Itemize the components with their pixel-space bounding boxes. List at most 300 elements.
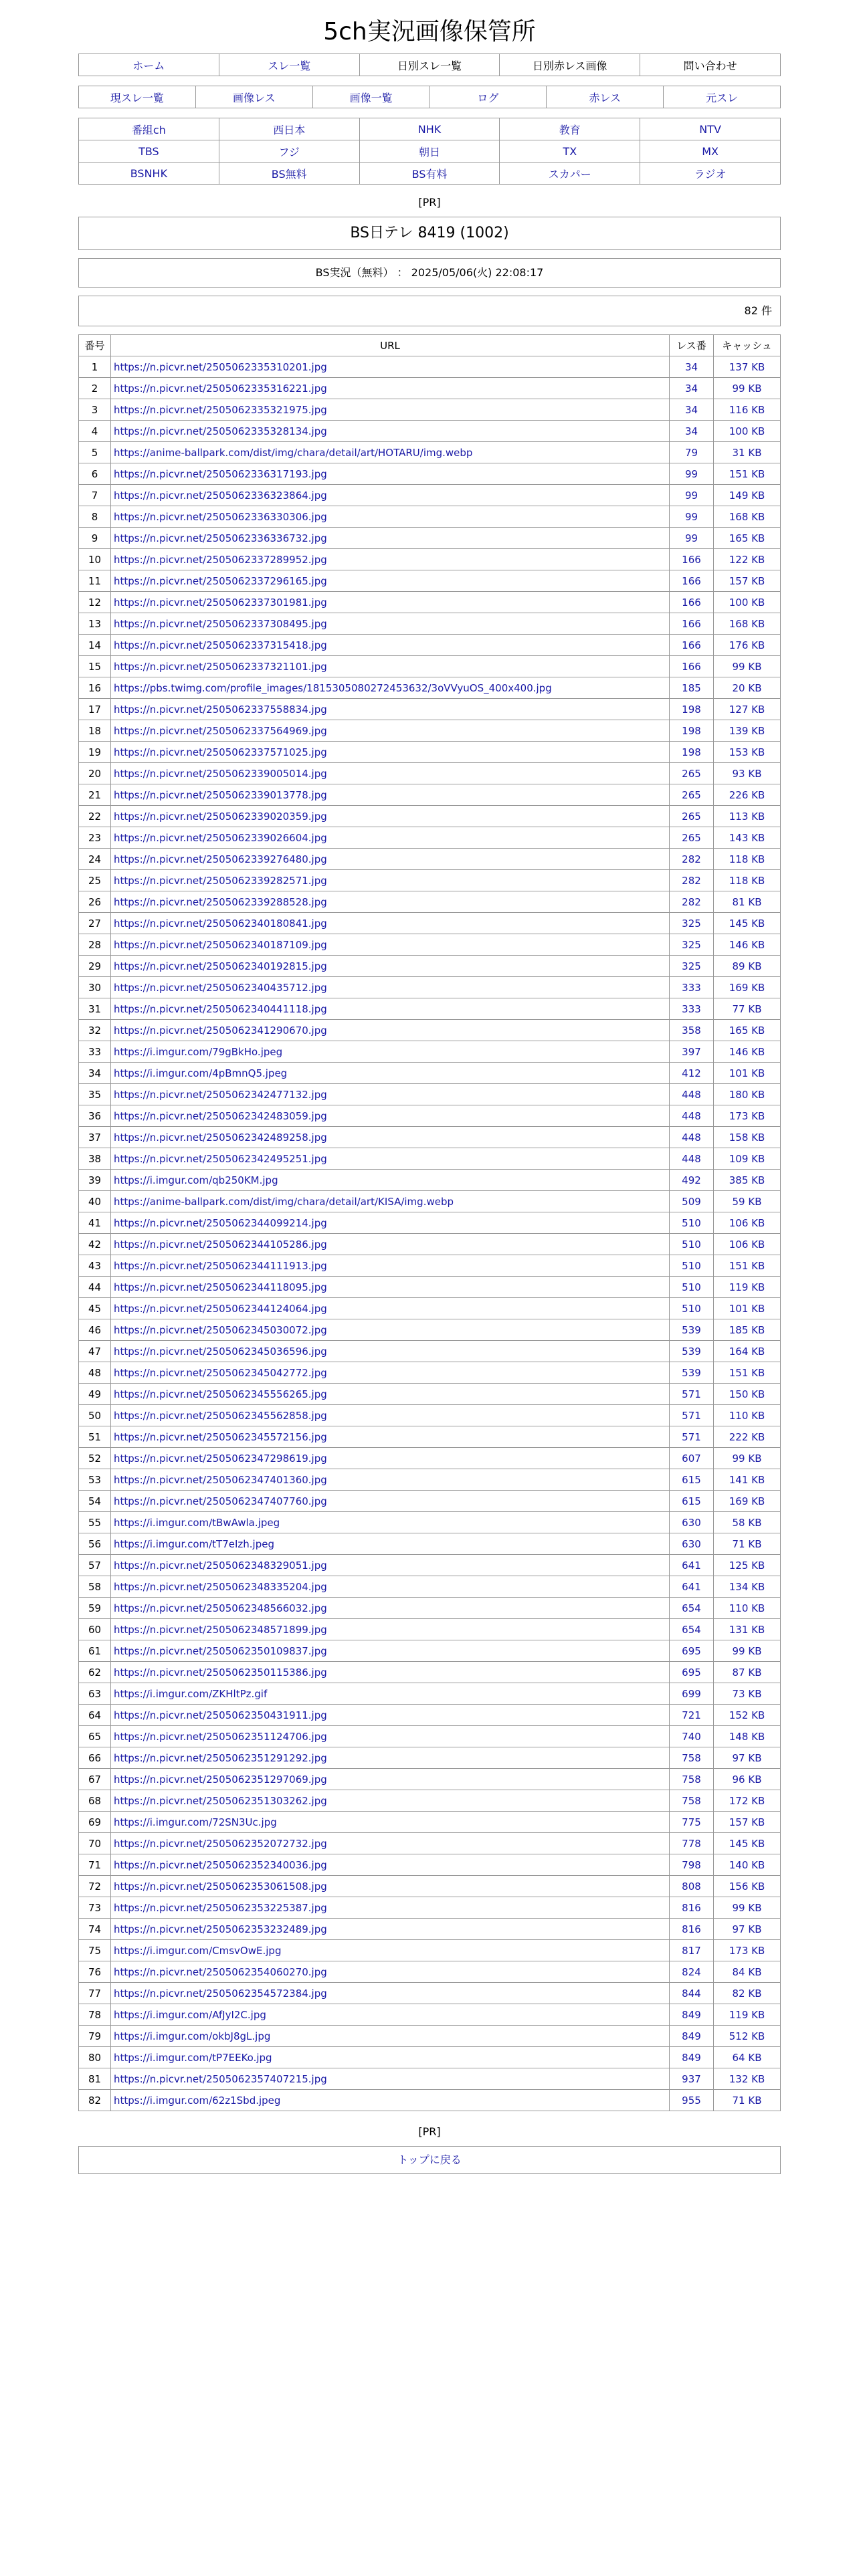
- res-number-link[interactable]: 325: [682, 938, 701, 951]
- cache-size-link[interactable]: 119 KB: [729, 1281, 765, 1293]
- image-url-link[interactable]: https://n.picvr.net/2505062339020359.jpg: [114, 810, 327, 823]
- channel-link[interactable]: NTV: [699, 122, 721, 136]
- image-url-link[interactable]: https://n.picvr.net/2505062336336732.jpg: [114, 532, 327, 544]
- res-number-link[interactable]: 397: [682, 1045, 701, 1058]
- res-number-link[interactable]: 99: [684, 467, 698, 480]
- res-number-link[interactable]: 492: [682, 1174, 701, 1186]
- cache-size-link[interactable]: 152 KB: [729, 1709, 765, 1721]
- image-url-link[interactable]: https://anime-ballpark.com/dist/img/chara/detail/art/KISA/img.webp: [114, 1195, 454, 1208]
- cache-size-link[interactable]: 97 KB: [732, 1923, 762, 1935]
- cache-size-link[interactable]: 141 KB: [729, 1473, 765, 1486]
- image-url-link[interactable]: https://n.picvr.net/2505062339005014.jpg: [114, 767, 327, 780]
- res-number-link[interactable]: 166: [682, 574, 701, 587]
- res-number-link[interactable]: 510: [682, 1281, 701, 1293]
- nav1-link[interactable]: 日別スレ一覧: [397, 59, 462, 72]
- res-number-link[interactable]: 185: [682, 681, 701, 694]
- image-url-link[interactable]: https://n.picvr.net/2505062345562858.jpg: [114, 1409, 327, 1422]
- cache-size-link[interactable]: 169 KB: [729, 1495, 765, 1507]
- res-number-link[interactable]: 333: [682, 981, 701, 994]
- image-url-link[interactable]: https://n.picvr.net/2505062335328134.jpg: [114, 425, 327, 437]
- cache-size-link[interactable]: 58 KB: [732, 1516, 762, 1529]
- res-number-link[interactable]: 695: [682, 1666, 701, 1679]
- res-number-link[interactable]: 824: [682, 1965, 701, 1978]
- image-url-link[interactable]: https://n.picvr.net/2505062344111913.jpg: [114, 1259, 327, 1272]
- image-url-link[interactable]: https://n.picvr.net/2505062357407215.jpg: [114, 2072, 327, 2085]
- image-url-link[interactable]: https://i.imgur.com/4pBmnQ5.jpeg: [114, 1067, 288, 1079]
- row-res-cell: [670, 506, 714, 528]
- row-url-cell: [111, 1576, 670, 1598]
- res-number-link[interactable]: 99: [684, 510, 698, 523]
- res-number-link[interactable]: 265: [682, 831, 701, 844]
- res-number-link[interactable]: 844: [682, 1987, 701, 2000]
- res-number-link[interactable]: 721: [682, 1709, 701, 1721]
- row-cache-cell: [714, 998, 781, 1020]
- channel-link[interactable]: 教育: [559, 123, 581, 136]
- cache-size-link[interactable]: 145 KB: [729, 1837, 765, 1850]
- res-number-link[interactable]: 571: [682, 1388, 701, 1400]
- cache-size-link[interactable]: 158 KB: [729, 1131, 765, 1144]
- cache-size-link[interactable]: 146 KB: [729, 938, 765, 951]
- image-url-link[interactable]: https://n.picvr.net/2505062336330306.jpg: [114, 510, 327, 523]
- cache-size-link[interactable]: 116 KB: [729, 403, 765, 416]
- cache-size-link[interactable]: 173 KB: [729, 1944, 765, 1957]
- channel-link[interactable]: 番組ch: [131, 123, 166, 136]
- cache-size-link[interactable]: 157 KB: [729, 574, 765, 587]
- image-url-link[interactable]: https://n.picvr.net/2505062342495251.jpg: [114, 1152, 327, 1165]
- res-number-link[interactable]: 654: [682, 1602, 701, 1614]
- res-number-link[interactable]: 265: [682, 810, 701, 823]
- image-url-link[interactable]: https://n.picvr.net/2505062342489258.jpg: [114, 1131, 327, 1144]
- res-number-link[interactable]: 571: [682, 1430, 701, 1443]
- image-url-link[interactable]: https://n.picvr.net/2505062354060270.jpg: [114, 1965, 327, 1978]
- res-number-link[interactable]: 34: [684, 382, 698, 395]
- res-number-link[interactable]: 615: [682, 1473, 701, 1486]
- table-row: [79, 1854, 781, 1876]
- cache-size-link[interactable]: 131 KB: [729, 1623, 765, 1636]
- res-number-link[interactable]: 607: [682, 1452, 701, 1465]
- image-url-link[interactable]: https://n.picvr.net/2505062348571899.jpg: [114, 1623, 327, 1636]
- res-number-link[interactable]: 34: [684, 403, 698, 416]
- image-url-link[interactable]: https://n.picvr.net/2505062335321975.jpg: [114, 403, 327, 416]
- image-url-link[interactable]: https://i.imgur.com/tT7eIzh.jpeg: [114, 1537, 274, 1550]
- res-number-link[interactable]: 510: [682, 1259, 701, 1272]
- res-number-link[interactable]: 758: [682, 1773, 701, 1786]
- res-number-link[interactable]: 955: [682, 2094, 701, 2107]
- nav2-link[interactable]: 画像レス: [232, 91, 276, 104]
- nav2-link[interactable]: 画像一覧: [349, 91, 393, 104]
- nav1-link[interactable]: ホーム: [132, 59, 165, 72]
- cache-size-link[interactable]: 149 KB: [729, 489, 765, 502]
- row-number: 10: [79, 549, 111, 570]
- res-number-link[interactable]: 166: [682, 660, 701, 673]
- row-number: 71: [79, 1854, 111, 1876]
- cache-size-link[interactable]: 150 KB: [729, 1388, 765, 1400]
- res-number-link[interactable]: 325: [682, 960, 701, 972]
- cache-size-link[interactable]: 106 KB: [729, 1216, 765, 1229]
- res-number-link[interactable]: 539: [682, 1345, 701, 1358]
- image-url-link[interactable]: https://n.picvr.net/2505062350109837.jpg: [114, 1644, 327, 1657]
- cache-size-link[interactable]: 73 KB: [732, 1687, 762, 1700]
- image-url-link[interactable]: https://n.picvr.net/2505062344118095.jpg: [114, 1281, 327, 1293]
- image-url-link[interactable]: https://n.picvr.net/2505062337315418.jpg: [114, 639, 327, 651]
- cache-size-link[interactable]: 100 KB: [729, 596, 765, 609]
- cache-size-link[interactable]: 165 KB: [729, 532, 765, 544]
- image-url-link[interactable]: https://n.picvr.net/2505062342477132.jpg: [114, 1088, 327, 1101]
- image-url-link[interactable]: https://n.picvr.net/2505062337564969.jpg: [114, 724, 327, 737]
- cache-size-link[interactable]: 59 KB: [732, 1195, 762, 1208]
- res-number-link[interactable]: 509: [682, 1195, 701, 1208]
- image-url-link[interactable]: https://n.picvr.net/2505062336323864.jpg: [114, 489, 327, 502]
- cache-size-link[interactable]: 99 KB: [732, 1644, 762, 1657]
- image-url-link[interactable]: https://n.picvr.net/2505062340187109.jpg: [114, 938, 327, 951]
- row-cache-cell: [714, 1041, 781, 1063]
- res-number-link[interactable]: 166: [682, 639, 701, 651]
- res-number-link[interactable]: 630: [682, 1537, 701, 1550]
- cache-size-link[interactable]: 31 KB: [732, 446, 762, 459]
- channel-link[interactable]: BSNHK: [130, 167, 168, 180]
- cache-size-link[interactable]: 151 KB: [729, 1366, 765, 1379]
- res-number-link[interactable]: 849: [682, 2030, 701, 2042]
- nav2-link[interactable]: 現スレ一覧: [110, 91, 164, 104]
- row-cache-cell: [714, 1063, 781, 1084]
- res-number-link[interactable]: 166: [682, 553, 701, 566]
- nav1-link[interactable]: 問い合わせ: [683, 59, 737, 72]
- res-number-link[interactable]: 539: [682, 1323, 701, 1336]
- cache-size-link[interactable]: 127 KB: [729, 703, 765, 716]
- cache-size-link[interactable]: 99 KB: [732, 1901, 762, 1914]
- image-url-link[interactable]: https://n.picvr.net/2505062353232489.jpg: [114, 1923, 327, 1935]
- table-row: [79, 1683, 781, 1705]
- res-number-link[interactable]: 816: [682, 1923, 701, 1935]
- image-url-link[interactable]: https://n.picvr.net/2505062342483059.jpg: [114, 1109, 327, 1122]
- image-url-link[interactable]: https://n.picvr.net/2505062352072732.jpg: [114, 1837, 327, 1850]
- image-url-link[interactable]: https://n.picvr.net/2505062351124706.jpg: [114, 1730, 327, 1743]
- image-url-link[interactable]: https://i.imgur.com/qb250KM.jpg: [114, 1174, 278, 1186]
- res-number-link[interactable]: 448: [682, 1131, 701, 1144]
- cache-size-link[interactable]: 119 KB: [729, 2008, 765, 2021]
- channel-link[interactable]: スカパー: [548, 167, 591, 181]
- image-url-link[interactable]: https://n.picvr.net/2505062348566032.jpg: [114, 1602, 327, 1614]
- image-url-link[interactable]: https://n.picvr.net/2505062351297069.jpg: [114, 1773, 327, 1786]
- channel-link[interactable]: MX: [702, 144, 719, 158]
- image-url-link[interactable]: https://n.picvr.net/2505062340180841.jpg: [114, 917, 327, 930]
- res-number-link[interactable]: 99: [684, 489, 698, 502]
- cache-size-link[interactable]: 140 KB: [729, 1858, 765, 1871]
- image-url-link[interactable]: https://i.imgur.com/okbJ8gL.jpg: [114, 2030, 271, 2042]
- cache-size-link[interactable]: 71 KB: [732, 2094, 762, 2107]
- res-number-link[interactable]: 99: [684, 532, 698, 544]
- image-url-link[interactable]: https://n.picvr.net/2505062339026604.jpg: [114, 831, 327, 844]
- res-number-link[interactable]: 849: [682, 2051, 701, 2064]
- row-url-cell: [111, 1961, 670, 1983]
- image-url-link[interactable]: https://pbs.twimg.com/profile_images/1815305080272453632/3oVVyuOS_400x400.jpg: [114, 681, 552, 694]
- image-url-link[interactable]: https://n.picvr.net/2505062339013778.jpg: [114, 788, 327, 801]
- channel-link[interactable]: 西日本: [273, 123, 306, 136]
- image-url-link[interactable]: https://n.picvr.net/2505062345556265.jpg: [114, 1388, 327, 1400]
- res-number-link[interactable]: 539: [682, 1366, 701, 1379]
- row-url-cell: [111, 1212, 670, 1234]
- cache-size-link[interactable]: 168 KB: [729, 617, 765, 630]
- res-number-link[interactable]: 448: [682, 1109, 701, 1122]
- res-number-link[interactable]: 798: [682, 1858, 701, 1871]
- res-number-link[interactable]: 699: [682, 1687, 701, 1700]
- cache-size-link[interactable]: 168 KB: [729, 510, 765, 523]
- cache-size-link[interactable]: 172 KB: [729, 1794, 765, 1807]
- res-number-link[interactable]: 166: [682, 596, 701, 609]
- cache-size-link[interactable]: 153 KB: [729, 746, 765, 758]
- cache-size-link[interactable]: 173 KB: [729, 1109, 765, 1122]
- res-number-link[interactable]: 358: [682, 1024, 701, 1037]
- table-row: [79, 1384, 781, 1405]
- cache-size-link[interactable]: 101 KB: [729, 1067, 765, 1079]
- res-number-link[interactable]: 282: [682, 853, 701, 865]
- cache-size-link[interactable]: 134 KB: [729, 1580, 765, 1593]
- cache-size-link[interactable]: 93 KB: [732, 767, 762, 780]
- channel-link[interactable]: BS有料: [411, 167, 448, 181]
- res-number-link[interactable]: 412: [682, 1067, 701, 1079]
- nav1-link[interactable]: 日別赤レス画像: [533, 59, 607, 72]
- image-url-link[interactable]: https://n.picvr.net/2505062344124064.jpg: [114, 1302, 327, 1315]
- cache-size-link[interactable]: 81 KB: [732, 895, 762, 908]
- cache-size-link[interactable]: 96 KB: [732, 1773, 762, 1786]
- cache-size-link[interactable]: 82 KB: [732, 1987, 762, 2000]
- row-cache-cell: [714, 1812, 781, 1833]
- res-number-link[interactable]: 641: [682, 1559, 701, 1572]
- cache-size-link[interactable]: 125 KB: [729, 1559, 765, 1572]
- res-number-link[interactable]: 198: [682, 703, 701, 716]
- cache-size-link[interactable]: 176 KB: [729, 639, 765, 651]
- image-url-link[interactable]: https://n.picvr.net/2505062335310201.jpg: [114, 360, 327, 373]
- cache-size-link[interactable]: 156 KB: [729, 1880, 765, 1893]
- res-number-link[interactable]: 325: [682, 917, 701, 930]
- channel-cell: [219, 163, 359, 185]
- image-url-link[interactable]: https://n.picvr.net/2505062337308495.jpg: [114, 617, 327, 630]
- cache-size-link[interactable]: 89 KB: [732, 960, 762, 972]
- cache-size-link[interactable]: 151 KB: [729, 1259, 765, 1272]
- cache-size-link[interactable]: 113 KB: [729, 810, 765, 823]
- res-number-link[interactable]: 510: [682, 1238, 701, 1251]
- image-url-link[interactable]: https://n.picvr.net/2505062347407760.jpg: [114, 1495, 327, 1507]
- res-number-link[interactable]: 198: [682, 746, 701, 758]
- image-url-link[interactable]: https://n.picvr.net/2505062345042772.jpg: [114, 1366, 327, 1379]
- image-url-link[interactable]: https://n.picvr.net/2505062353225387.jpg: [114, 1901, 327, 1914]
- cache-size-link[interactable]: 109 KB: [729, 1152, 765, 1165]
- cache-size-link[interactable]: 145 KB: [729, 917, 765, 930]
- nav2-link[interactable]: 元スレ: [706, 91, 739, 104]
- channel-link[interactable]: フジ: [278, 145, 300, 158]
- cache-size-link[interactable]: 157 KB: [729, 1816, 765, 1828]
- image-url-link[interactable]: https://n.picvr.net/2505062337558834.jpg: [114, 703, 327, 716]
- cache-size-link[interactable]: 139 KB: [729, 724, 765, 737]
- image-url-link[interactable]: https://i.imgur.com/tP7EEKo.jpg: [114, 2051, 272, 2064]
- image-url-link[interactable]: https://n.picvr.net/2505062340192815.jpg: [114, 960, 327, 972]
- image-url-link[interactable]: https://n.picvr.net/2505062344105286.jpg: [114, 1238, 327, 1251]
- header-url: URL: [111, 335, 670, 356]
- cache-size-link[interactable]: 118 KB: [729, 853, 765, 865]
- cache-size-link[interactable]: 20 KB: [732, 681, 762, 694]
- image-url-link[interactable]: https://anime-ballpark.com/dist/img/chara/detail/art/HOTARU/img.webp: [114, 446, 473, 459]
- image-url-link[interactable]: https://n.picvr.net/2505062353061508.jpg: [114, 1880, 327, 1893]
- nav2-link[interactable]: ログ: [477, 91, 499, 104]
- image-url-link[interactable]: https://n.picvr.net/2505062351303262.jpg: [114, 1794, 327, 1807]
- res-number-link[interactable]: 282: [682, 874, 701, 887]
- image-url-link[interactable]: https://n.picvr.net/2505062347401360.jpg: [114, 1473, 327, 1486]
- cache-size-link[interactable]: 164 KB: [729, 1345, 765, 1358]
- cache-size-link[interactable]: 185 KB: [729, 1323, 765, 1336]
- cache-size-link[interactable]: 99 KB: [732, 382, 762, 395]
- image-url-link[interactable]: https://i.imgur.com/72SN3Uc.jpg: [114, 1816, 277, 1828]
- res-number-link[interactable]: 333: [682, 1002, 701, 1015]
- channel-link[interactable]: NHK: [417, 122, 442, 136]
- res-number-link[interactable]: 816: [682, 1901, 701, 1914]
- cache-size-link[interactable]: 146 KB: [729, 1045, 765, 1058]
- cache-size-link[interactable]: 77 KB: [732, 1002, 762, 1015]
- image-url-link[interactable]: https://n.picvr.net/2505062337571025.jpg: [114, 746, 327, 758]
- res-number-link[interactable]: 695: [682, 1644, 701, 1657]
- cache-size-link[interactable]: 110 KB: [729, 1602, 765, 1614]
- image-url-link[interactable]: https://n.picvr.net/2505062339288528.jpg: [114, 895, 327, 908]
- channel-link[interactable]: TBS: [138, 144, 159, 158]
- cache-size-link[interactable]: 512 KB: [729, 2030, 765, 2042]
- res-number-link[interactable]: 778: [682, 1837, 701, 1850]
- image-url-link[interactable]: https://n.picvr.net/2505062350431911.jpg: [114, 1709, 327, 1721]
- cache-size-link[interactable]: 97 KB: [732, 1751, 762, 1764]
- cache-size-link[interactable]: 99 KB: [732, 1452, 762, 1465]
- image-url-link[interactable]: https://i.imgur.com/CmsvOwE.jpg: [114, 1944, 282, 1957]
- res-number-link[interactable]: 817: [682, 1944, 701, 1957]
- res-number-link[interactable]: 448: [682, 1088, 701, 1101]
- image-url-link[interactable]: https://n.picvr.net/2505062348329051.jpg: [114, 1559, 327, 1572]
- table-row: [79, 421, 781, 442]
- res-number-link[interactable]: 758: [682, 1751, 701, 1764]
- row-cache-cell: [714, 1747, 781, 1769]
- res-number-link[interactable]: 808: [682, 1880, 701, 1893]
- res-number-link[interactable]: 79: [684, 446, 698, 459]
- cache-size-link[interactable]: 143 KB: [729, 831, 765, 844]
- res-number-link[interactable]: 265: [682, 788, 701, 801]
- image-url-link[interactable]: https://n.picvr.net/2505062351291292.jpg: [114, 1751, 327, 1764]
- image-url-link[interactable]: https://n.picvr.net/2505062354572384.jpg: [114, 1987, 327, 2000]
- cache-size-link[interactable]: 226 KB: [729, 788, 765, 801]
- res-number-link[interactable]: 198: [682, 724, 701, 737]
- image-url-link[interactable]: https://n.picvr.net/2505062345572156.jpg: [114, 1430, 327, 1443]
- res-number-link[interactable]: 775: [682, 1816, 701, 1828]
- image-url-link[interactable]: https://n.picvr.net/2505062350115386.jpg: [114, 1666, 327, 1679]
- image-url-link[interactable]: https://n.picvr.net/2505062335316221.jpg: [114, 382, 327, 395]
- cache-size-link[interactable]: 165 KB: [729, 1024, 765, 1037]
- cache-size-link[interactable]: 84 KB: [732, 1965, 762, 1978]
- row-cache-cell: [714, 1084, 781, 1105]
- cache-size-link[interactable]: 132 KB: [729, 2072, 765, 2085]
- image-url-link[interactable]: https://n.picvr.net/2505062337289952.jpg: [114, 553, 327, 566]
- cache-size-link[interactable]: 222 KB: [729, 1430, 765, 1443]
- row-url-cell: [111, 1234, 670, 1255]
- image-url-link[interactable]: https://i.imgur.com/AfJyI2C.jpg: [114, 2008, 266, 2021]
- image-url-link[interactable]: https://n.picvr.net/2505062340441118.jpg: [114, 1002, 327, 1015]
- res-number-link[interactable]: 34: [684, 360, 698, 373]
- image-url-link[interactable]: https://i.imgur.com/79gBkHo.jpeg: [114, 1045, 283, 1058]
- res-number-link[interactable]: 937: [682, 2072, 701, 2085]
- image-url-link[interactable]: https://n.picvr.net/2505062352340036.jpg: [114, 1858, 327, 1871]
- res-number-link[interactable]: 615: [682, 1495, 701, 1507]
- res-number-link[interactable]: 510: [682, 1302, 701, 1315]
- res-number-link[interactable]: 654: [682, 1623, 701, 1636]
- image-url-link[interactable]: https://n.picvr.net/2505062348335204.jpg: [114, 1580, 327, 1593]
- row-number: 72: [79, 1876, 111, 1897]
- res-number-link[interactable]: 448: [682, 1152, 701, 1165]
- image-url-link[interactable]: https://n.picvr.net/2505062336317193.jpg: [114, 467, 327, 480]
- image-url-link[interactable]: https://i.imgur.com/tBwAwla.jpeg: [114, 1516, 280, 1529]
- row-res-cell: [670, 827, 714, 849]
- row-number: 28: [79, 934, 111, 956]
- image-url-link[interactable]: https://n.picvr.net/2505062345030072.jpg: [114, 1323, 327, 1336]
- table-row: [79, 442, 781, 463]
- nav1-link[interactable]: スレ一覧: [268, 59, 311, 72]
- channel-link[interactable]: TX: [563, 144, 577, 158]
- cache-size-link[interactable]: 169 KB: [729, 981, 765, 994]
- image-url-link[interactable]: https://n.picvr.net/2505062340435712.jpg: [114, 981, 327, 994]
- row-number: 6: [79, 463, 111, 485]
- image-url-link[interactable]: https://i.imgur.com/ZKHltPz.gif: [114, 1687, 268, 1700]
- cache-size-link[interactable]: 64 KB: [732, 2051, 762, 2064]
- cache-size-link[interactable]: 180 KB: [729, 1088, 765, 1101]
- cache-size-link[interactable]: 100 KB: [729, 425, 765, 437]
- res-number-link[interactable]: 265: [682, 767, 701, 780]
- image-url-link[interactable]: https://n.picvr.net/2505062339276480.jpg: [114, 853, 327, 865]
- table-row: [79, 2047, 781, 2068]
- cache-size-link[interactable]: 99 KB: [732, 660, 762, 673]
- image-url-link[interactable]: https://i.imgur.com/62z1Sbd.jpeg: [114, 2094, 281, 2107]
- image-url-link[interactable]: https://n.picvr.net/2505062347298619.jpg: [114, 1452, 327, 1465]
- res-number-link[interactable]: 630: [682, 1516, 701, 1529]
- cache-size-link[interactable]: 118 KB: [729, 874, 765, 887]
- res-number-link[interactable]: 282: [682, 895, 701, 908]
- cache-size-link[interactable]: 101 KB: [729, 1302, 765, 1315]
- res-number-link[interactable]: 510: [682, 1216, 701, 1229]
- cache-size-link[interactable]: 71 KB: [732, 1537, 762, 1550]
- back-to-top-link[interactable]: トップに戻る: [397, 2153, 462, 2166]
- nav2-cell: [312, 86, 430, 108]
- nav2-link[interactable]: 赤レス: [589, 91, 621, 104]
- cache-size-link[interactable]: 106 KB: [729, 1238, 765, 1251]
- channel-link[interactable]: BS無料: [271, 167, 307, 181]
- res-number-link[interactable]: 641: [682, 1580, 701, 1593]
- cache-size-link[interactable]: 385 KB: [729, 1174, 765, 1186]
- cache-size-link[interactable]: 137 KB: [729, 360, 765, 373]
- image-url-link[interactable]: https://n.picvr.net/2505062344099214.jpg: [114, 1216, 327, 1229]
- cache-size-link[interactable]: 87 KB: [732, 1666, 762, 1679]
- image-url-link[interactable]: https://n.picvr.net/2505062341290670.jpg: [114, 1024, 327, 1037]
- cache-size-link[interactable]: 151 KB: [729, 467, 765, 480]
- image-url-link[interactable]: https://n.picvr.net/2505062345036596.jpg: [114, 1345, 327, 1358]
- image-url-link[interactable]: https://n.picvr.net/2505062339282571.jpg: [114, 874, 327, 887]
- row-res-cell: [670, 1726, 714, 1747]
- res-number-link[interactable]: 166: [682, 617, 701, 630]
- cache-size-link[interactable]: 122 KB: [729, 553, 765, 566]
- res-number-link[interactable]: 758: [682, 1794, 701, 1807]
- res-number-link[interactable]: 740: [682, 1730, 701, 1743]
- res-number-link[interactable]: 34: [684, 425, 698, 437]
- image-url-link[interactable]: https://n.picvr.net/2505062337296165.jpg: [114, 574, 327, 587]
- image-url-link[interactable]: https://n.picvr.net/2505062337321101.jpg: [114, 660, 327, 673]
- image-url-link[interactable]: https://n.picvr.net/2505062337301981.jpg: [114, 596, 327, 609]
- res-number-link[interactable]: 849: [682, 2008, 701, 2021]
- channel-link[interactable]: ラジオ: [694, 167, 727, 181]
- cache-size-link[interactable]: 110 KB: [729, 1409, 765, 1422]
- cache-size-link[interactable]: 148 KB: [729, 1730, 765, 1743]
- res-number-link[interactable]: 571: [682, 1409, 701, 1422]
- channel-link[interactable]: 朝日: [418, 145, 440, 158]
